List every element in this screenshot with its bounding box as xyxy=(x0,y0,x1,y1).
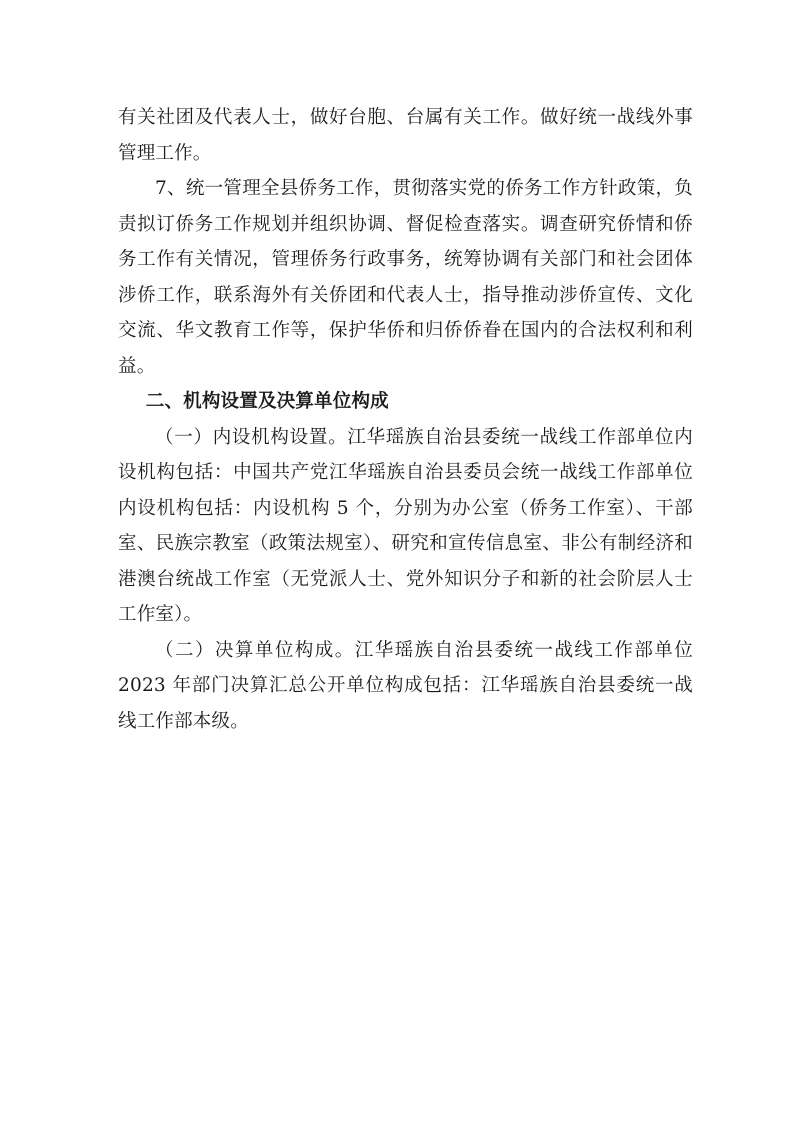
paragraph-budget-units: （二）决算单位构成。江华瑶族自治县委统一战线工作部单位 2023 年部门决算汇总公开单位构成包括：江华瑶族自治县委统一战线工作部本级。 xyxy=(118,639,693,732)
section-heading: 二、机构设置及决算单位构成 xyxy=(145,391,389,412)
paragraph-continuation: 有关社团及代表人士，做好台胞、台属有关工作。做好统一战线外事管理工作。 xyxy=(118,107,693,164)
document-page xyxy=(118,100,693,739)
paragraph-internal-structure: （一）内设机构设置。江华瑶族自治县委统一战线工作部单位内设机构包括：中国共产党江华瑶族自治县委员会统一战线工作部单位内设机构包括：内设机构 5 个，分别为办公室（侨务工作室）、干部室、民族宗教室（政策法规室）、研究和宣传信息室、非公有制经济和港澳台统战工作室（无党派人士、党外知识分子和新的社会阶层人士工作室）。 xyxy=(118,426,693,625)
paragraph-item-7: 7、统一管理全县侨务工作，贯彻落实党的侨务工作方针政策，负责拟订侨务工作规划并组织协调、督促检查落实。调查研究侨情和侨务工作有关情况，管理侨务行政事务，统筹协调有关部门和社会团体涉侨工作，联系海外有关侨团和代表人士，指导推动涉侨宣传、文化交流、华文教育工作等，保护华侨和归侨侨眷在国内的合法权利和利益。 xyxy=(118,178,693,377)
